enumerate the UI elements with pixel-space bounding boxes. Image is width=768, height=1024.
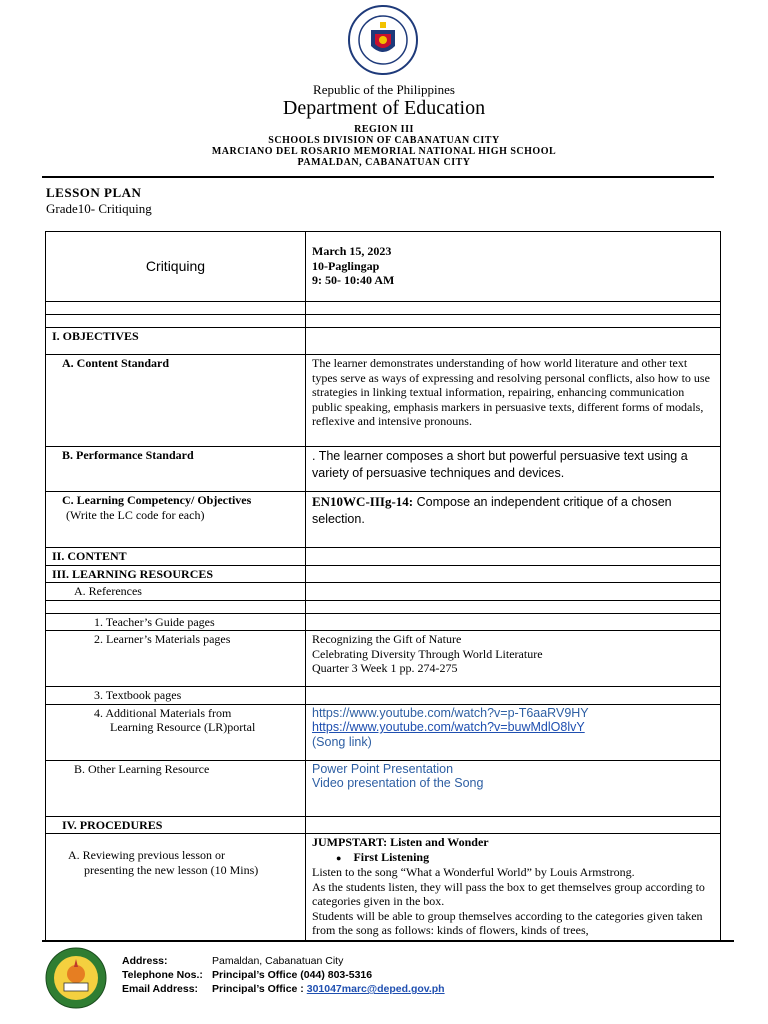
other-resources-cell — [306, 760, 721, 816]
location-line: PAMALDAN, CABANATUAN CITY — [297, 157, 471, 168]
other-resource-2: Video presentation of the Song — [312, 776, 484, 790]
bullet-icon: ● — [336, 852, 342, 863]
school-seal-logo — [45, 947, 107, 1009]
footer-address: Pamaldan, Cabanatuan City — [212, 955, 344, 967]
learning-resources-heading: III. LEARNING RESOURCES — [46, 565, 306, 583]
review-line-1: A. Reviewing previous lesson or — [68, 848, 225, 862]
additional-line-1: 4. Additional Materials from — [94, 705, 232, 720]
department-title: Department of Education — [282, 97, 486, 119]
performance-standard-text: . The learner composes a short but powerful persuasive text using a variety of persuasive techniques and devices. — [306, 447, 721, 492]
lm-line-1: Recognizing the Gift of Nature — [312, 632, 462, 646]
youtube-link-1[interactable]: https://www.youtube.com/watch?v=p-T6aaRV9HY — [312, 705, 589, 720]
division-line: SCHOOLS DIVISION OF CABANATUAN CITY — [268, 135, 500, 146]
review-line-2: presenting the new lesson (10 Mins) — [84, 862, 259, 877]
teachers-guide-label: 1. Teacher’s Guide pages — [46, 613, 306, 631]
grade-subtitle: Grade10- Critiquing — [46, 201, 152, 216]
references-label: A. References — [46, 583, 306, 601]
procedure-text-3: Students will be able to group themselves according to the categories given taken from the song as follows: kinds of flowers, kinds of trees, — [312, 908, 703, 937]
footer-email-row — [212, 983, 445, 995]
lm-line-3: Quarter 3 Week 1 pp. 274-275 — [312, 661, 458, 675]
content-standard-label: A. Content Standard — [46, 355, 306, 447]
lesson-plan-table — [45, 231, 721, 942]
school-line: MARCIANO DEL ROSARIO MEMORIAL NATIONAL HIGH SCHOOL — [211, 146, 557, 157]
deped-seal-logo — [347, 4, 419, 76]
competency-code: EN10WC-IIIg-14: — [312, 494, 414, 509]
learners-materials-label: 2. Learner’s Materials pages — [46, 631, 306, 687]
region-line: REGION III — [354, 124, 414, 135]
procedure-cell — [306, 834, 721, 942]
jumpstart-rest: : Listen and Wonder — [383, 835, 489, 849]
procedures-heading: IV. PROCEDURES — [46, 816, 306, 834]
jumpstart-label: JUMPSTART — [312, 835, 384, 849]
footer-phone-label: Telephone Nos.: — [122, 969, 203, 981]
lesson-plan-heading: LESSON PLAN — [46, 185, 142, 200]
objectives-heading: I. OBJECTIVES — [46, 328, 306, 355]
competency-text: Compose an independent critique of a chosen selection. — [312, 495, 672, 526]
header-divider — [42, 176, 714, 178]
lesson-date: March 15, 2023 — [312, 244, 392, 258]
lesson-time: 9: 50- 10:40 AM — [312, 273, 395, 287]
content-standard-text: The learner demonstrates understanding of how world literature and other text types serve as ways of expressing and resolving personal conflicts, also how to use strategies in linking textual information, repairing, enhancing communication public speaking, emphasis markers in persuasive texts, different forms of modals, reflexive and intensive pronouns. — [306, 355, 721, 447]
first-listening-item — [312, 850, 714, 866]
topic-text: Critiquing — [145, 258, 206, 275]
lesson-section: 10-Paglingap — [312, 258, 380, 273]
footer-divider — [42, 940, 734, 942]
content-heading: II. CONTENT — [46, 548, 306, 566]
republic-line: Republic of the Philippines — [313, 82, 455, 97]
additional-materials-cell — [46, 704, 306, 760]
footer-address-label: Address: — [122, 955, 168, 967]
procedure-text-1: Listen to the song “What a Wonderful World” by Louis Armstrong. — [312, 865, 635, 879]
textbook-label: 3. Textbook pages — [46, 687, 306, 705]
other-resource-label: B. Other Learning Resource — [46, 760, 306, 816]
footer-phone: Principal’s Office (044) 803-5316 — [212, 969, 373, 981]
first-listening-text: First Listening — [353, 849, 430, 864]
topic-cell — [46, 232, 306, 302]
song-link-note: (Song link) — [312, 734, 372, 749]
links-cell — [306, 704, 721, 760]
review-label-cell — [46, 834, 306, 942]
schedule-cell — [306, 232, 721, 302]
competency-label: C. Learning Competency/ Objectives — [62, 493, 252, 507]
learners-materials-cell — [306, 631, 721, 687]
procedure-text-2: As the students listen, they will pass the box to get themselves group according to categories given in the box. — [312, 879, 705, 908]
lm-line-2: Celebrating Diversity Through World Literature — [312, 646, 543, 661]
footer-email-label: Email Address: — [122, 983, 199, 995]
footer-email-prefix: Principal’s Office : — [212, 983, 307, 995]
additional-line-2: Learning Resource (LR)portal — [110, 720, 256, 734]
competency-cell — [306, 492, 721, 548]
performance-standard-label: B. Performance Standard — [46, 447, 306, 492]
other-resource-1: Power Point Presentation — [312, 761, 454, 776]
competency-note: (Write the LC code for each) — [66, 507, 205, 522]
youtube-link-2[interactable]: https://www.youtube.com/watch?v=buwMdlO8lvY — [312, 720, 585, 734]
footer-email-link[interactable]: 301047marc@deped.gov.ph — [306, 983, 445, 995]
competency-label-cell — [46, 492, 306, 548]
